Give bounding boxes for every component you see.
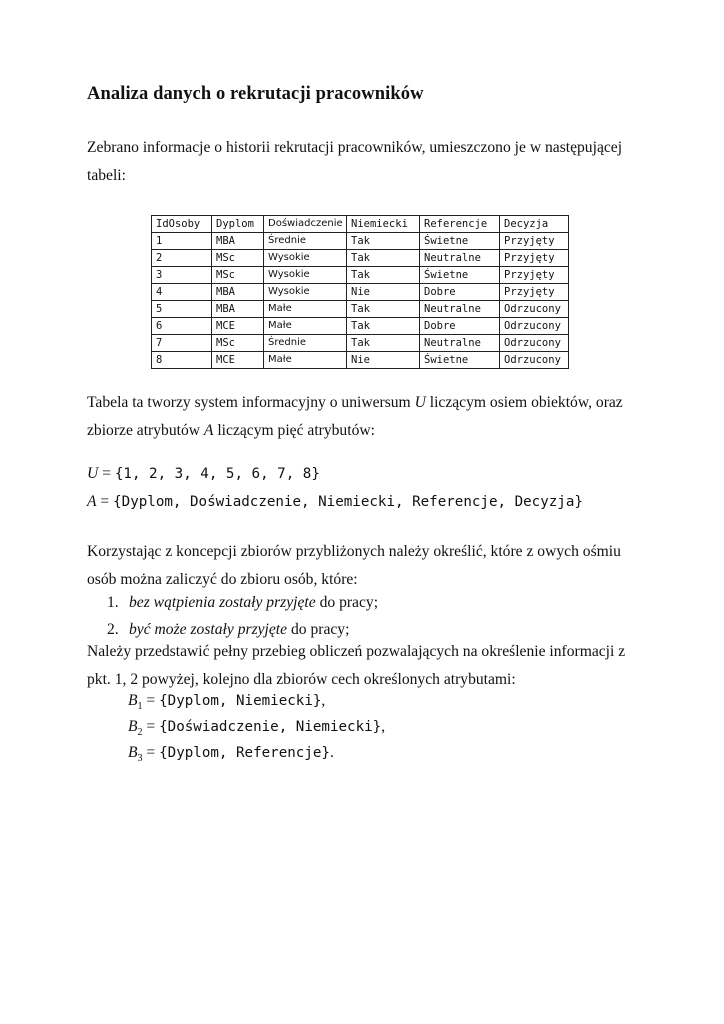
table-cell: 3 bbox=[152, 267, 212, 284]
recruitment-table bbox=[151, 215, 569, 369]
table-cell: Tak bbox=[347, 301, 420, 318]
page-title: Analiza danych o rekrutacji pracowników bbox=[87, 84, 424, 104]
table-row bbox=[152, 301, 569, 318]
table-cell: Przyjęty bbox=[500, 284, 569, 301]
table-cell: Neutralne bbox=[420, 250, 500, 267]
table-cell: 6 bbox=[152, 318, 212, 335]
table-cell: MSc bbox=[212, 335, 264, 352]
table-row bbox=[152, 335, 569, 352]
universe-symbol: U bbox=[414, 394, 426, 411]
table-header-cell: Dyplom bbox=[212, 216, 264, 233]
table-cell: MSc bbox=[212, 250, 264, 267]
table-cell: Wysokie bbox=[264, 267, 347, 284]
table-cell: MCE bbox=[212, 352, 264, 369]
table-cell: Tak bbox=[347, 335, 420, 352]
table-cell: Tak bbox=[347, 267, 420, 284]
attributes-definition: A = {Dyplom, Doświadczenie, Niemiecki, Referencje, Decyzja} bbox=[87, 493, 583, 510]
table-row bbox=[152, 250, 569, 267]
table-cell: MBA bbox=[212, 233, 264, 250]
table-row bbox=[152, 284, 569, 301]
table-row bbox=[152, 233, 569, 250]
question-paragraph: Korzystając z koncepcji zbiorów przybliżonych należy określić, które z owych ośmiu osób można zaliczyć do zbioru osób, które: bbox=[87, 543, 621, 588]
table-cell: Świetne bbox=[420, 267, 500, 284]
list-item: 1. bez wątpienia zostały przyjęte do pracy; bbox=[107, 594, 379, 611]
table-cell: Świetne bbox=[420, 352, 500, 369]
attributes-set: {Dyplom, Doświadczenie, Niemiecki, Referencje, Decyzja} bbox=[113, 494, 583, 510]
table-cell: MBA bbox=[212, 301, 264, 318]
table-cell: 1 bbox=[152, 233, 212, 250]
table-cell: 2 bbox=[152, 250, 212, 267]
table-cell: 7 bbox=[152, 335, 212, 352]
table-header-cell: Decyzja bbox=[500, 216, 569, 233]
list-item: 2. być może zostały przyjęte do pracy; bbox=[107, 621, 350, 638]
table-cell: MSc bbox=[212, 267, 264, 284]
b2-definition: $B_2$ = {Doświadczenie, Niemiecki}, bbox=[128, 718, 386, 739]
table-cell: Neutralne bbox=[420, 335, 500, 352]
table-cell: Świetne bbox=[420, 233, 500, 250]
table-row bbox=[152, 352, 569, 369]
intro-paragraph: Zebrano informacje o historii rekrutacji pracowników, umieszczono je w następującej tabeli: bbox=[87, 139, 623, 184]
universe-set: {1, 2, 3, 4, 5, 6, 7, 8} bbox=[114, 466, 320, 482]
table-cell: Tak bbox=[347, 250, 420, 267]
table-cell: MCE bbox=[212, 318, 264, 335]
table-cell: Średnie bbox=[264, 335, 347, 352]
table-header-cell: Niemiecki bbox=[347, 216, 420, 233]
table-cell: Odrzucony bbox=[500, 318, 569, 335]
table-cell: Przyjęty bbox=[500, 250, 569, 267]
table-cell: Nie bbox=[347, 352, 420, 369]
table-cell: Dobre bbox=[420, 318, 500, 335]
table-cell: 4 bbox=[152, 284, 212, 301]
table-cell: Odrzucony bbox=[500, 335, 569, 352]
table-cell: Małe bbox=[264, 352, 347, 369]
table-cell: Tak bbox=[347, 233, 420, 250]
table-row bbox=[152, 267, 569, 284]
table-cell: Odrzucony bbox=[500, 352, 569, 369]
table-header-cell: IdOsoby bbox=[152, 216, 212, 233]
table-header-cell: Doświadczenie bbox=[264, 216, 347, 233]
table-cell: Tak bbox=[347, 318, 420, 335]
universe-definition: U = {1, 2, 3, 4, 5, 6, 7, 8} bbox=[87, 465, 320, 482]
task-paragraph: Należy przedstawić pełny przebieg obliczeń pozwalających na określenie informacji z pkt. 1, 2 powyżej, kolejno dla zbiorów cech określonych atrybutami: bbox=[87, 643, 626, 688]
table-cell: Średnie bbox=[264, 233, 347, 250]
table-cell: Małe bbox=[264, 318, 347, 335]
table-cell: Wysokie bbox=[264, 284, 347, 301]
table-cell: Nie bbox=[347, 284, 420, 301]
table-header-cell: Referencje bbox=[420, 216, 500, 233]
table-cell: 8 bbox=[152, 352, 212, 369]
table-cell: 5 bbox=[152, 301, 212, 318]
table-row bbox=[152, 318, 569, 335]
table-cell: Przyjęty bbox=[500, 267, 569, 284]
b3-definition: $B_3$ = {Dyplom, Referencje}. bbox=[128, 744, 334, 765]
attributes-symbol: A bbox=[203, 422, 214, 439]
table-cell: Odrzucony bbox=[500, 301, 569, 318]
criteria-list bbox=[87, 589, 378, 643]
b1-definition: $B_1$ = {Dyplom, Niemiecki}, bbox=[128, 692, 326, 713]
table-cell: Wysokie bbox=[264, 250, 347, 267]
table-cell: Neutralne bbox=[420, 301, 500, 318]
table-cell: Przyjęty bbox=[500, 233, 569, 250]
table-cell: Małe bbox=[264, 301, 347, 318]
table-header-row bbox=[152, 216, 569, 233]
table-cell: MBA bbox=[212, 284, 264, 301]
system-paragraph: Tabela ta tworzy system informacyjny o uniwersum U liczącym osiem obiektów, oraz zbiorze atrybutów A liczącym pięć atrybutów: bbox=[87, 394, 623, 439]
table-cell: Dobre bbox=[420, 284, 500, 301]
